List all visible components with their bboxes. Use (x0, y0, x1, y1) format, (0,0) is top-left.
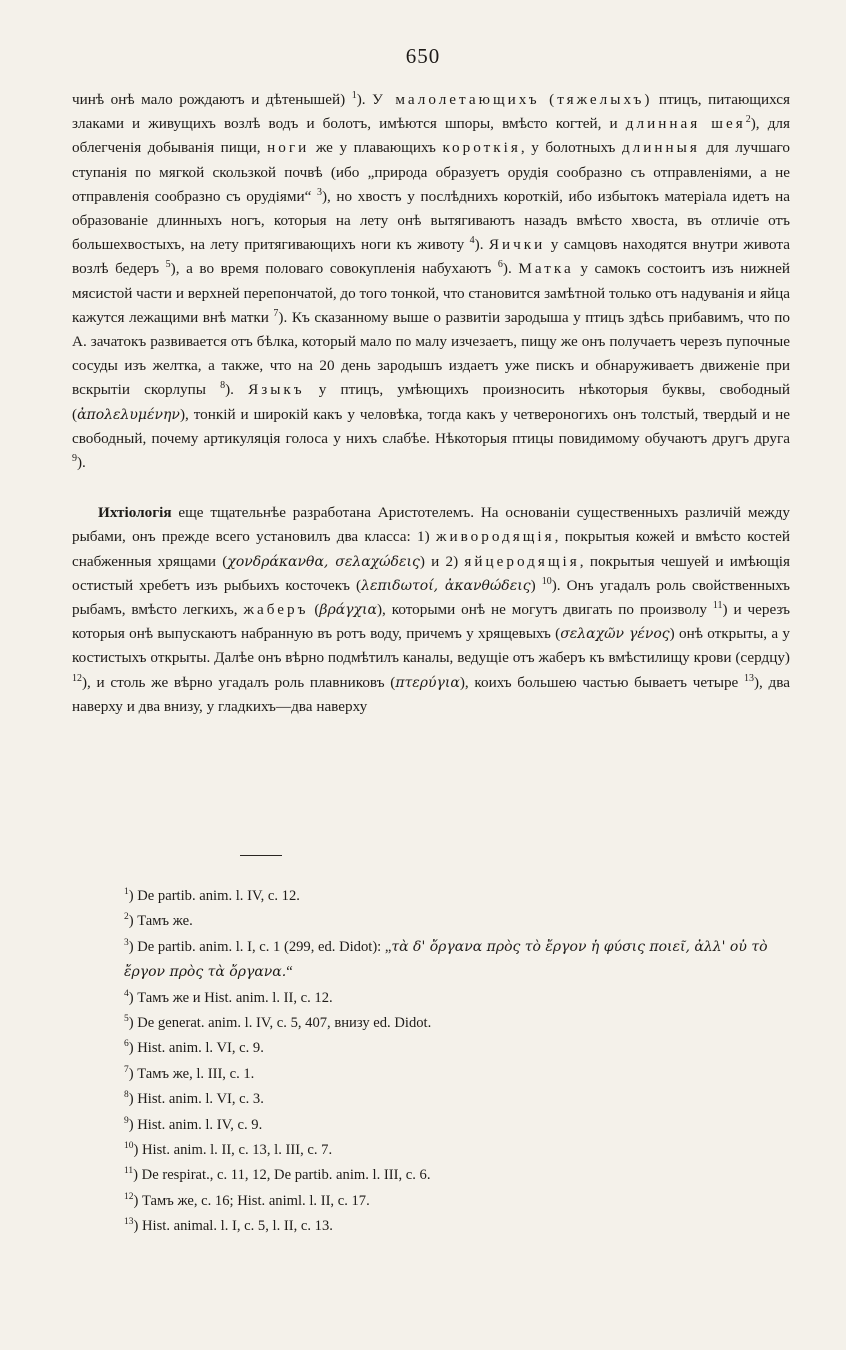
spaced-term: длинная шея (625, 115, 746, 133)
spaced-term: Матка (518, 260, 574, 278)
footnote-ref[interactable]: 11 (712, 600, 723, 611)
footnote-text: ) De partib. anim. l. IV, c. 12. (128, 888, 300, 904)
spaced-term: длинныя (621, 139, 700, 157)
spaced-term: Языкъ (248, 381, 305, 399)
footnote-ref[interactable]: 6 (497, 259, 503, 271)
footnote-ref[interactable]: 3 (316, 186, 322, 198)
spaced-term: жаберъ (243, 601, 309, 619)
footnote-text: ) De partib. anim. l. I, c. 1 (299, ed. Didot): „ (128, 938, 392, 955)
text-run: у птицъ, умѣющихъ произносить нѣкоторыя буквы, свободный ( (72, 381, 790, 423)
greek-term: λεπιδωτοί, ἀκανθώδεις (361, 577, 531, 594)
text-run: ). Онъ угадалъ роль свойственныхъ рыбамъ, вмѣсто легкихъ, (72, 576, 791, 619)
footnote-ref[interactable]: 12 (72, 672, 82, 684)
paragraph-birds (72, 88, 790, 475)
greek-term: σελαχῶν γένος (560, 626, 670, 643)
text-run: ). (502, 260, 519, 278)
spaced-term: яйцеродящія (464, 552, 580, 570)
footnote (124, 1087, 790, 1112)
greek-quote: τὰ δ' ὄργανα πρὸς τὸ ἔργον ἡ φύσις ποιεῖ, ἀλλ' οὐ τὸ ἔργον πρὸς τὰ ὄργανα. (124, 938, 768, 981)
footnote-number: 10 (124, 1141, 134, 1152)
text-run: ), коихъ большею частью бываетъ четыре (459, 673, 744, 691)
text-run: у самокъ состоитъ изъ нижней мясистой части и верхней перепончатой, до того тонкой, что становится замѣтной только отъ надуванія и яйца кажутся лежащими внѣ матки (72, 260, 790, 326)
text-run: , у болотныхъ (520, 139, 622, 157)
footnote-number: 3 (124, 937, 129, 948)
footnote-number: 5 (124, 1014, 129, 1025)
paragraph-ichthyology (72, 501, 790, 719)
footnote (124, 986, 790, 1011)
footnote-number: 13 (124, 1217, 134, 1228)
text-run: у самцовъ находятся внутри живота возлѣ бедеръ (72, 236, 790, 278)
footnote-number: 4 (124, 988, 129, 999)
footnote-number: 8 (124, 1090, 129, 1101)
footnote-ref[interactable]: 7 (273, 307, 279, 319)
text-run: ). (77, 454, 86, 472)
text-run: ( (308, 601, 320, 619)
footnote-number: 2 (124, 912, 129, 923)
footnote-ref[interactable]: 5 (165, 259, 171, 271)
footnote-text: ) Hist. animal. l. I, c. 5, l. II, c. 13. (133, 1218, 333, 1235)
footnote-text: ) Тамъ же. (128, 913, 193, 930)
main-text (72, 88, 790, 719)
text-run: ), и столь же вѣрно угадалъ роль плавниковъ ( (82, 673, 396, 691)
footnote (124, 1163, 790, 1188)
text-run: ), для облегченія добыванія пищи, (72, 115, 790, 157)
footnote-number: 7 (124, 1064, 129, 1075)
footnote-number: 9 (124, 1115, 129, 1126)
text-run: птицъ, питающихся злаками и живущихъ возлѣ водъ и болотъ, имѣются шпоры, вмѣсто когтей, и (72, 91, 790, 133)
text-run: ), а во время половаго совокупленія набухаютъ (170, 260, 498, 278)
footnote-text: “ (286, 964, 293, 981)
greek-term: ἀπολελυμένην (77, 406, 180, 423)
footnote (124, 1011, 790, 1036)
text-run: же у плавающихъ (309, 139, 443, 157)
footnote (124, 1189, 790, 1214)
spaced-term: короткія (442, 139, 521, 157)
footnote-text: ) De generat. anim. l. IV, c. 5, 407, внизу ed. Didot. (128, 1015, 432, 1032)
footnote-text: ) Тамъ же, c. 16; Hist. animl. l. II, c. 17. (133, 1192, 370, 1209)
footnote-number: 6 (124, 1039, 129, 1050)
footnote (124, 1062, 790, 1087)
footnote-text: ) Hist. anim. l. VI, c. 3. (128, 1091, 264, 1108)
footnote (124, 1113, 790, 1138)
footnote-ref[interactable]: 1 (351, 89, 357, 101)
footnote-ref[interactable]: 2 (745, 114, 751, 126)
footnote-ref[interactable]: 4 (469, 235, 475, 247)
footnote-number: 1 (124, 887, 129, 898)
footnote-text: ) De respirat., c. 11, 12, De partib. anim. l. III, c. 6. (133, 1167, 431, 1184)
footnote-text: ) Hist. anim. l. II, c. 13, l. III, c. 7. (133, 1142, 333, 1159)
footnote (124, 1036, 790, 1061)
footnote-text: ) Тамъ же, l. III, c. 1. (128, 1065, 255, 1082)
footnotes (124, 884, 790, 1240)
spaced-term: У малолетающихъ (тяжелыхъ) (372, 91, 653, 108)
footnote (124, 909, 790, 934)
footnote-ref[interactable]: 9 (72, 452, 77, 464)
text-run: ). Къ сказанному выше о развитіи зародыша у птицъ здѣсь прибавимъ, что по А. зачатокъ развивается отъ бѣлка, который мало по малу изчезаетъ, пищу же онъ получаетъ черезъ пупочные сосуды изъ желтка, а также, что на 20 день зародышъ издаетъ уже пискъ и обнаруживаетъ движеніе при вскрытіи скорлупы (72, 308, 791, 399)
text-run: для лучшаго ступанія по мягкой скользкой почвѣ (ибо „природа образуетъ орудія сообразно съ отправленіями, а не отправленія сообразно съ орудіями“ (72, 139, 791, 205)
footnote-ref[interactable]: 13 (744, 672, 754, 684)
footnote-ref[interactable]: 8 (220, 380, 226, 392)
footnote (124, 884, 790, 909)
spaced-term: ноги (267, 139, 310, 157)
spaced-term: живородящія (435, 528, 555, 546)
text-run: ) и 2) (419, 552, 465, 570)
text-run: ), которыми онѣ не могутъ двигать по произволу (376, 601, 713, 619)
greek-term: πτερύγια (395, 674, 460, 691)
footnote-ref[interactable]: 10 (541, 575, 552, 587)
footnote-number: 11 (124, 1166, 134, 1177)
greek-term: βράγχια (319, 602, 377, 619)
footnote (124, 1138, 790, 1163)
footnote-separator (240, 855, 282, 856)
text-run: ). (474, 236, 489, 254)
text-run: ), но хвостъ у послѣднихъ короткій, ибо избытокъ матеріала идетъ на образованіе длинныхъ ногъ, которыя на лету онѣ вытягиваютъ назадъ вмѣсто хвоста, въ отличіе отъ большехвостыхъ, на лету притягивающихъ ноги къ животу (72, 187, 790, 254)
footnote-number: 12 (124, 1192, 134, 1203)
footnote-text: ) Hist. anim. l. IV, c. 9. (128, 1116, 263, 1133)
text-run: , покрытыя кожей и вмѣсто костей снабженныя хрящами ( (72, 528, 790, 570)
greek-term: χονδράκανθα, σελαχώδεις (227, 553, 420, 570)
text-run: ) и черезъ которыя онѣ выпускаютъ набранную въ ротъ воду, причемъ у хрящевыхъ ( (72, 601, 790, 643)
page-number: 650 (405, 44, 441, 68)
footnote-text: ) Hist. anim. l. VI, c. 9. (128, 1040, 264, 1057)
footnote-text: ) Тамъ же и Hist. anim. l. II, c. 12. (128, 989, 333, 1006)
section-heading: Ихтіологія (98, 504, 172, 522)
footnote (124, 935, 790, 986)
text-run: , покрытыя чешуей и имѣющія остистый хребетъ изъ рыбьихъ косточекъ ( (72, 552, 790, 594)
footnote (124, 1214, 790, 1239)
text-run: ), тонкій и широкій какъ у человѣка, тогда какъ у четвероногихъ онъ толстый, твердый и не свободный, почему артикуляція голоса у нихъ слабѣе. Нѣкоторыя птицы повидимому обучаютъ другъ друга (72, 405, 790, 447)
text-run: чинѣ онѣ мало рождаютъ и дѣтенышей) (72, 91, 352, 108)
text-run: ) онѣ открыты, а у костистыхъ открыты. Далѣе онъ вѣрно подмѣтилъ каналы, ведущіе отъ жаберъ къ вмѣстилищу крови (сердцу) (72, 625, 790, 667)
spaced-term: Яички (488, 236, 546, 254)
text-run: еще тщательнѣе разработана Аристотелемъ. На основаніи существенныхъ различій между рыбами, онъ прежде всего установилъ два класса: 1) (72, 504, 790, 546)
text-run: ) (530, 576, 542, 594)
text-run: ). (356, 91, 373, 108)
text-run: ). (225, 381, 249, 399)
text-run: ), два наверху и два внизу, у гладкихъ—два наверху (72, 673, 790, 715)
